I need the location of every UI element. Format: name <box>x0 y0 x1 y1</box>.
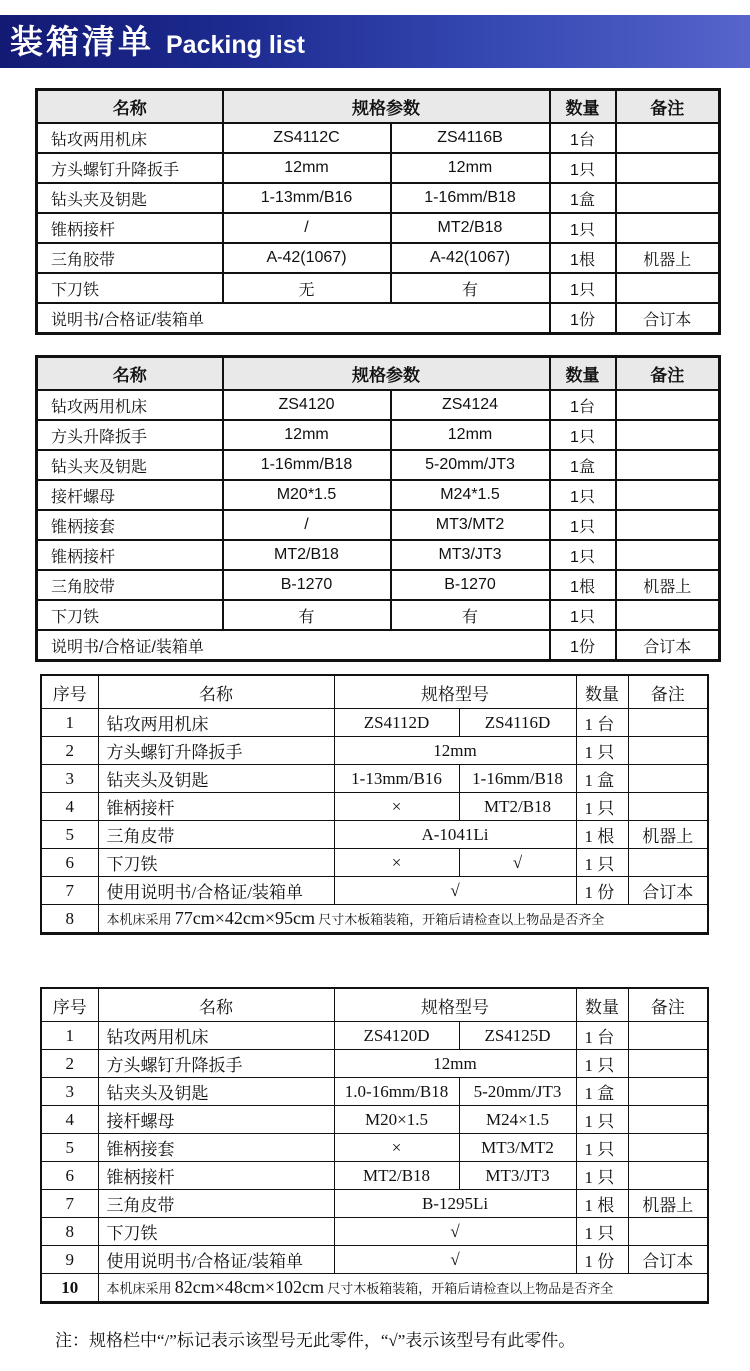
cell: 合订本 <box>616 303 720 334</box>
cell-text-part: 本机床采用 <box>106 1281 175 1296</box>
cell <box>628 849 708 877</box>
column-header: 数量 <box>550 357 616 391</box>
cell: 1只 <box>550 153 616 183</box>
cell: 钻攻两用机床 <box>98 709 334 737</box>
table-row <box>37 450 720 480</box>
packing-table-zs4112d-zs4116d <box>40 674 709 935</box>
cell: 1 只 <box>576 737 628 765</box>
cell: 三角胶带 <box>37 570 223 600</box>
table-row <box>37 600 720 630</box>
cell: 合订本 <box>628 877 708 905</box>
table-row <box>41 1162 708 1190</box>
table-row <box>37 303 720 334</box>
cell: 1根 <box>550 243 616 273</box>
cell: × <box>334 793 459 821</box>
cell: 1只 <box>550 480 616 510</box>
table-row <box>37 510 720 540</box>
cell: 有 <box>391 273 550 303</box>
table-row <box>41 1050 708 1078</box>
cell: B-1295Li <box>334 1190 576 1218</box>
cell: 1 只 <box>576 1050 628 1078</box>
cell: 无 <box>223 273 391 303</box>
cell: 5-20mm/JT3 <box>391 450 550 480</box>
cell <box>616 153 720 183</box>
column-header: 名称 <box>37 90 223 124</box>
table-row <box>37 123 720 153</box>
cell: 钻攻两用机床 <box>98 1022 334 1050</box>
cell: 合订本 <box>616 630 720 661</box>
table-row <box>37 243 720 273</box>
cell: 钻头夹及钥匙 <box>37 450 223 480</box>
cell: 1 盒 <box>576 1078 628 1106</box>
column-header: 名称 <box>98 988 334 1022</box>
cell: MT3/JT3 <box>459 1162 576 1190</box>
footnote: 注：规格栏中“/”标记表示该型号无此零件，“√”表示该型号有此零件。 <box>55 1331 576 1350</box>
cell: 1 只 <box>576 1218 628 1246</box>
cell: 1 <box>41 1022 98 1050</box>
cell: 4 <box>41 1106 98 1134</box>
cell: 方头螺钉升降扳手 <box>37 153 223 183</box>
cell: 1 只 <box>576 1162 628 1190</box>
cell: 三角皮带 <box>98 821 334 849</box>
cell <box>616 450 720 480</box>
cell <box>98 1274 708 1303</box>
cell: 方头螺钉升降扳手 <box>98 737 334 765</box>
table-row <box>41 765 708 793</box>
cell <box>616 123 720 153</box>
cell: 说明书/合格证/装箱单 <box>37 303 550 334</box>
cell: 7 <box>41 1190 98 1218</box>
cell-text-part: 尺寸木板箱装箱，开箱后请检查以上物品是否齐全 <box>315 912 605 927</box>
cell: 8 <box>41 905 98 934</box>
cell: 9 <box>41 1246 98 1274</box>
cell: 机器上 <box>616 243 720 273</box>
cell: ZS4116D <box>459 709 576 737</box>
cell: 1根 <box>550 570 616 600</box>
cell: 1只 <box>550 600 616 630</box>
cell: 3 <box>41 765 98 793</box>
cell: / <box>223 213 391 243</box>
column-header: 序号 <box>41 988 98 1022</box>
page-title-en: Packing list <box>166 30 305 59</box>
cell <box>628 1050 708 1078</box>
cell <box>628 709 708 737</box>
table-header-row <box>41 675 708 709</box>
cell: 4 <box>41 793 98 821</box>
cell: 使用说明书/合格证/装箱单 <box>98 877 334 905</box>
cell: B-1270 <box>223 570 391 600</box>
cell: 1 只 <box>576 1106 628 1134</box>
cell: 5-20mm/JT3 <box>459 1078 576 1106</box>
page-title-zh: 装箱清单 <box>10 23 154 60</box>
cell: M24*1.5 <box>391 480 550 510</box>
cell: ZS4120 <box>223 390 391 420</box>
table-row <box>41 905 708 934</box>
column-header: 数量 <box>576 675 628 709</box>
cell: √ <box>459 849 576 877</box>
cell: 三角皮带 <box>98 1190 334 1218</box>
cell <box>628 1134 708 1162</box>
cell <box>628 737 708 765</box>
cell <box>628 1218 708 1246</box>
cell: 1 台 <box>576 1022 628 1050</box>
cell: √ <box>334 1246 576 1274</box>
cell-text-part: 尺寸木板箱装箱，开箱后请检查以上物品是否齐全 <box>324 1281 614 1296</box>
cell: 1 盒 <box>576 765 628 793</box>
cell: 机器上 <box>616 570 720 600</box>
table-row <box>37 420 720 450</box>
column-header: 备注 <box>628 675 708 709</box>
cell: 钻头夹及钥匙 <box>37 183 223 213</box>
cell: 1盒 <box>550 183 616 213</box>
cell <box>628 1022 708 1050</box>
column-header: 规格型号 <box>334 675 576 709</box>
cell: 12mm <box>223 420 391 450</box>
cell: 锥柄接杆 <box>37 213 223 243</box>
cell: 1盒 <box>550 450 616 480</box>
cell: 1-13mm/B16 <box>334 765 459 793</box>
table-row <box>37 390 720 420</box>
table-row <box>41 709 708 737</box>
table-row <box>41 1134 708 1162</box>
cell: 1.0-16mm/B18 <box>334 1078 459 1106</box>
cell: 1只 <box>550 540 616 570</box>
cell: 机器上 <box>628 821 708 849</box>
cell: 1份 <box>550 303 616 334</box>
cell: 有 <box>391 600 550 630</box>
column-header: 数量 <box>550 90 616 124</box>
cell: B-1270 <box>391 570 550 600</box>
page-header-banner <box>0 15 750 68</box>
cell: 1-16mm/B18 <box>391 183 550 213</box>
cell: MT3/MT2 <box>459 1134 576 1162</box>
cell-text-part: 77cm×42cm×95cm <box>174 908 316 928</box>
cell <box>616 480 720 510</box>
column-header: 数量 <box>576 988 628 1022</box>
packing-table-zs4120d-zs4125d <box>40 987 709 1304</box>
cell: 钻夹头及钥匙 <box>98 765 334 793</box>
cell <box>616 213 720 243</box>
table-row <box>37 630 720 661</box>
cell: 10 <box>41 1274 98 1303</box>
cell <box>628 1078 708 1106</box>
cell: 1只 <box>550 213 616 243</box>
cell: 12mm <box>334 1050 576 1078</box>
cell: 锥柄接杆 <box>98 1162 334 1190</box>
cell: 1-16mm/B18 <box>459 765 576 793</box>
cell: 3 <box>41 1078 98 1106</box>
table-header-row <box>37 90 720 124</box>
cell: 下刀铁 <box>37 273 223 303</box>
column-header: 规格参数 <box>223 357 550 391</box>
cell <box>628 1162 708 1190</box>
cell: M24×1.5 <box>459 1106 576 1134</box>
cell: 7 <box>41 877 98 905</box>
cell: 使用说明书/合格证/装箱单 <box>98 1246 334 1274</box>
cell: 1 只 <box>576 849 628 877</box>
cell: 12mm <box>391 153 550 183</box>
cell: 锥柄接杆 <box>98 793 334 821</box>
column-header: 备注 <box>616 357 720 391</box>
table-row <box>41 877 708 905</box>
cell: 锥柄接杆 <box>37 540 223 570</box>
cell: √ <box>334 877 576 905</box>
cell <box>616 600 720 630</box>
cell: 接杆螺母 <box>37 480 223 510</box>
cell: 机器上 <box>628 1190 708 1218</box>
cell <box>616 183 720 213</box>
cell: 12mm <box>391 420 550 450</box>
cell: 8 <box>41 1218 98 1246</box>
cell: 1只 <box>550 420 616 450</box>
cell: ZS4120D <box>334 1022 459 1050</box>
table-row <box>41 1106 708 1134</box>
cell: 1 <box>41 709 98 737</box>
cell <box>616 390 720 420</box>
table-row <box>37 540 720 570</box>
cell: 6 <box>41 849 98 877</box>
table-row <box>41 849 708 877</box>
cell: MT3/MT2 <box>391 510 550 540</box>
cell: 1-16mm/B18 <box>223 450 391 480</box>
cell: ZS4112C <box>223 123 391 153</box>
table-row <box>37 183 720 213</box>
cell: 钻攻两用机床 <box>37 123 223 153</box>
cell: / <box>223 510 391 540</box>
cell <box>616 540 720 570</box>
cell: 锥柄接套 <box>98 1134 334 1162</box>
cell: 5 <box>41 821 98 849</box>
table-row <box>41 821 708 849</box>
cell: 1-13mm/B16 <box>223 183 391 213</box>
cell: 1只 <box>550 273 616 303</box>
table-row <box>37 480 720 510</box>
cell: 接杆螺母 <box>98 1106 334 1134</box>
cell: ZS4112D <box>334 709 459 737</box>
cell <box>628 793 708 821</box>
column-header: 名称 <box>98 675 334 709</box>
cell: ZS4125D <box>459 1022 576 1050</box>
cell: 2 <box>41 1050 98 1078</box>
cell: ZS4116B <box>391 123 550 153</box>
cell: 1份 <box>550 630 616 661</box>
table-row <box>41 1218 708 1246</box>
cell-text-part: 82cm×48cm×102cm <box>174 1277 325 1297</box>
cell: 5 <box>41 1134 98 1162</box>
column-header: 名称 <box>37 357 223 391</box>
cell: 说明书/合格证/装箱单 <box>37 630 550 661</box>
cell: 钻夹头及钥匙 <box>98 1078 334 1106</box>
table-row <box>41 1022 708 1050</box>
cell: A-42(1067) <box>223 243 391 273</box>
cell: 1 根 <box>576 821 628 849</box>
cell <box>628 1106 708 1134</box>
column-header: 规格参数 <box>223 90 550 124</box>
cell: M20×1.5 <box>334 1106 459 1134</box>
cell: MT2/B18 <box>391 213 550 243</box>
cell: 有 <box>223 600 391 630</box>
cell: MT2/B18 <box>334 1162 459 1190</box>
column-header: 备注 <box>628 988 708 1022</box>
column-header: 序号 <box>41 675 98 709</box>
cell: 下刀铁 <box>37 600 223 630</box>
table-row <box>37 213 720 243</box>
table-row <box>41 1190 708 1218</box>
table-header-row <box>41 988 708 1022</box>
table-row <box>37 273 720 303</box>
cell: 1 份 <box>576 1246 628 1274</box>
cell: MT3/JT3 <box>391 540 550 570</box>
cell: 2 <box>41 737 98 765</box>
cell: 下刀铁 <box>98 1218 334 1246</box>
cell: 下刀铁 <box>98 849 334 877</box>
cell: 合订本 <box>628 1246 708 1274</box>
cell <box>628 765 708 793</box>
table-row <box>41 737 708 765</box>
cell: 12mm <box>334 737 576 765</box>
table-row <box>41 1274 708 1303</box>
cell: 1台 <box>550 123 616 153</box>
cell: ZS4124 <box>391 390 550 420</box>
cell: 钻攻两用机床 <box>37 390 223 420</box>
cell: 1 只 <box>576 793 628 821</box>
cell: 12mm <box>223 153 391 183</box>
cell: × <box>334 849 459 877</box>
cell: 方头螺钉升降扳手 <box>98 1050 334 1078</box>
cell: 1 只 <box>576 1134 628 1162</box>
cell-text-part: 本机床采用 <box>106 912 175 927</box>
cell: MT2/B18 <box>459 793 576 821</box>
cell: 1 份 <box>576 877 628 905</box>
cell: 方头升降扳手 <box>37 420 223 450</box>
cell <box>616 510 720 540</box>
packing-table-zs4112c-zs4116b <box>35 88 721 335</box>
cell: 1 台 <box>576 709 628 737</box>
cell <box>616 420 720 450</box>
cell: A-1041Li <box>334 821 576 849</box>
table-row <box>41 793 708 821</box>
cell: A-42(1067) <box>391 243 550 273</box>
cell: M20*1.5 <box>223 480 391 510</box>
cell: √ <box>334 1218 576 1246</box>
cell: MT2/B18 <box>223 540 391 570</box>
column-header: 规格型号 <box>334 988 576 1022</box>
table-row <box>37 570 720 600</box>
cell: 三角胶带 <box>37 243 223 273</box>
cell: 6 <box>41 1162 98 1190</box>
cell <box>616 273 720 303</box>
column-header: 备注 <box>616 90 720 124</box>
cell: 1台 <box>550 390 616 420</box>
table-header-row <box>37 357 720 391</box>
cell: 1只 <box>550 510 616 540</box>
cell: 锥柄接套 <box>37 510 223 540</box>
cell <box>98 905 708 934</box>
table-row <box>37 153 720 183</box>
packing-table-zs4120-zs4124 <box>35 355 721 662</box>
table-row <box>41 1246 708 1274</box>
cell: 1 根 <box>576 1190 628 1218</box>
cell: × <box>334 1134 459 1162</box>
table-row <box>41 1078 708 1106</box>
